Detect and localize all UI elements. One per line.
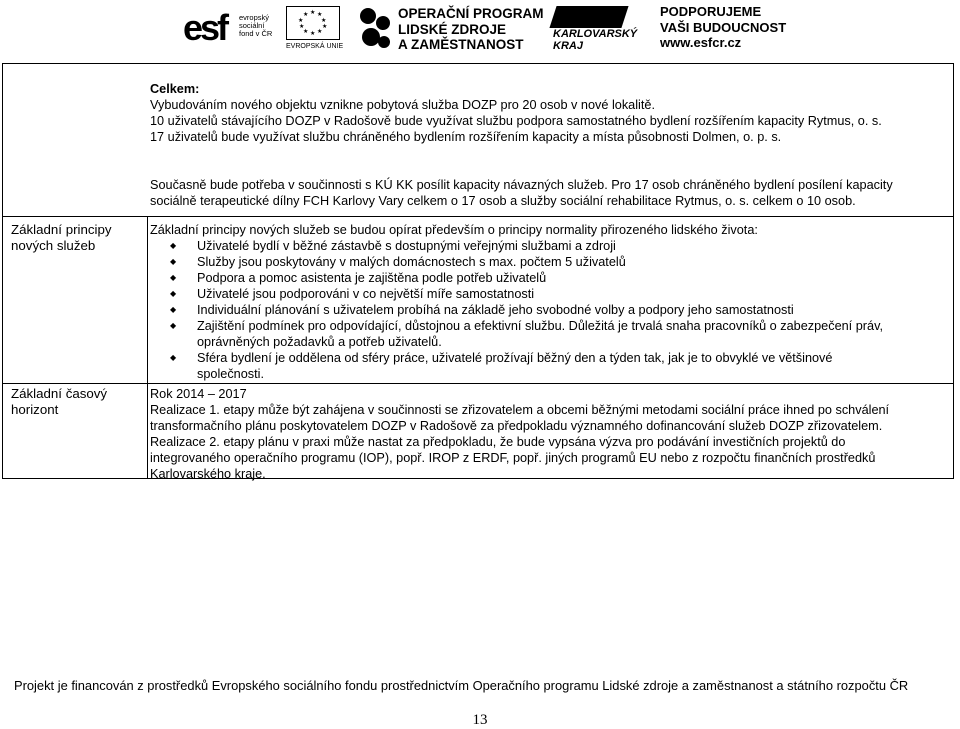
timeline-line: integrovaného operačního programu (IOP), popř. IROP z ERDF, popř. jiných programů EU nebo z rozpočtu finančních prostředků bbox=[150, 451, 876, 465]
op-line-2: LIDSKÉ ZDROJE bbox=[398, 21, 507, 37]
op-line-1: OPERAČNÍ PROGRAM bbox=[398, 6, 544, 21]
column-divider bbox=[147, 216, 148, 479]
eu-flag-icon: ★ ★ ★ ★ ★ ★ ★ ★ ★ ★ bbox=[286, 6, 340, 40]
timeline-cell bbox=[150, 386, 950, 482]
slogan-line-2: VAŠI BUDOUCNOST bbox=[660, 19, 787, 35]
principles-cell bbox=[150, 222, 950, 382]
content-table bbox=[2, 63, 954, 479]
list-item: ◆ Služby jsou poskytovány v malých domácnostech s max. počtem 5 uživatelů bbox=[150, 254, 950, 270]
summary-cell bbox=[150, 81, 950, 209]
timeline-line: Rok 2014 – 2017 bbox=[150, 387, 247, 401]
summary-line: 10 uživatelů stávajícího DOZP v Radošově bude využívat službu podpora samostatného bydlení rozšířením kapacity Rytmus, o. s. bbox=[150, 114, 882, 128]
funding-footer: Projekt je financován z prostředků Evropského sociálního fondu prostřednictvím Operačního programu Lidské zdroje a zaměstnanost a státního rozpočtu ČR bbox=[14, 678, 909, 693]
principles-label-line: nových služeb bbox=[11, 238, 96, 253]
summary-note-line: sociálně terapeutické dílny FCH Karlovy Vary celkem o 17 osob a služby sociální rehabilitace Rytmus, o. s. celkem o 10 osob. bbox=[150, 194, 856, 208]
slogan-website: www.esfcr.cz bbox=[660, 35, 742, 50]
list-item: ◆ Zajištění podmínek pro odpovídající, důstojnou a efektivní službu. Důležitá je trvalá snaha pracovníků o zabezpečení práv, oprávněných požadavků a potřeb uživatelů. bbox=[150, 318, 932, 350]
eu-logo bbox=[286, 6, 344, 52]
principles-label bbox=[11, 222, 143, 254]
summary-heading: Celkem: bbox=[150, 82, 200, 96]
timeline-line: Karlovarského kraje. bbox=[150, 467, 266, 481]
summary-line: 17 uživatelů bude využívat službu chráněného bydlením rozšířením kapacity a místa působnosti Dolmen, o. p. s. bbox=[150, 130, 782, 144]
principles-label-line: Základní principy bbox=[11, 222, 112, 237]
list-item: ◆ Podpora a pomoc asistenta je zajištěna podle potřeb uživatelů bbox=[150, 270, 950, 286]
list-item: ◆ Sféra bydlení je oddělena od sféry práce, uživatelé prožívají běžný den a týden tak, jak je to obvyklé ve většinové společnosti. bbox=[150, 350, 887, 382]
page-number: 13 bbox=[472, 712, 488, 728]
principles-intro: Základní principy nových služeb se budou opírat především o principy normality přirozeného lidského života: bbox=[150, 223, 758, 237]
principles-list bbox=[150, 238, 950, 382]
esf-logo-mark: esf bbox=[183, 7, 227, 48]
op-figure-icon bbox=[358, 6, 392, 52]
timeline-line: transformačního plánu poskytovatelem DOZP v Radošově za předpokladu významného dofinancování služeb DOZP zřizovatelem. bbox=[150, 419, 883, 433]
support-slogan bbox=[660, 4, 786, 51]
eu-logo-label: EVROPSKÁ UNIE bbox=[286, 43, 344, 50]
timeline-line: Realizace 2. etapy plánu v praxi může nastat za předpokladu, že bude vypsána výzva pro podávání investičních projektů do bbox=[150, 435, 846, 449]
row-divider-1 bbox=[3, 216, 953, 217]
timeline-label-line: horizont bbox=[11, 402, 59, 417]
esf-logo-subtitle: evropský sociální fond v ČR bbox=[239, 13, 273, 38]
op-line-3: A ZAMĚSTNANOST bbox=[398, 37, 524, 52]
kv-emblem-icon bbox=[549, 6, 628, 28]
op-logo bbox=[358, 4, 544, 54]
list-item: ◆ Individuální plánování s uživatelem probíhá na základě jeho svobodné volby a podpory jeho samostatnosti bbox=[150, 302, 950, 318]
op-logo-text bbox=[398, 6, 544, 53]
summary-note-line: Současně bude potřeba v součinnosti s KÚ KK posílit kapacity návazných služeb. Pro 17 osob chráněného bydlení posílení kapacity bbox=[150, 178, 893, 192]
kv-logo-label: KARLOVARSKÝ KRAJ bbox=[553, 28, 638, 52]
summary-line: Vybudováním nového objektu vznikne pobytová služba DOZP pro 20 osob v nové lokalitě. bbox=[150, 98, 655, 112]
karlovarsky-kraj-logo bbox=[545, 6, 645, 52]
row-divider-2 bbox=[3, 383, 953, 384]
timeline-line: Realizace 1. etapy může být zahájena v součinnosti se zřizovatelem a obcemi běžnými metodami sociální práce ihned po schválení bbox=[150, 403, 890, 417]
timeline-label bbox=[11, 386, 143, 418]
slogan-line-1: PODPORUJEME bbox=[660, 4, 762, 19]
list-item: ◆ Uživatelé bydlí v běžné zástavbě s dostupnými veřejnými službami a zdroji bbox=[150, 238, 950, 254]
logo-bar bbox=[0, 0, 960, 58]
esf-logo bbox=[183, 6, 281, 52]
timeline-label-line: Základní časový bbox=[11, 386, 108, 401]
list-item: ◆ Uživatelé jsou podporováni v co největší míře samostatnosti bbox=[150, 286, 950, 302]
